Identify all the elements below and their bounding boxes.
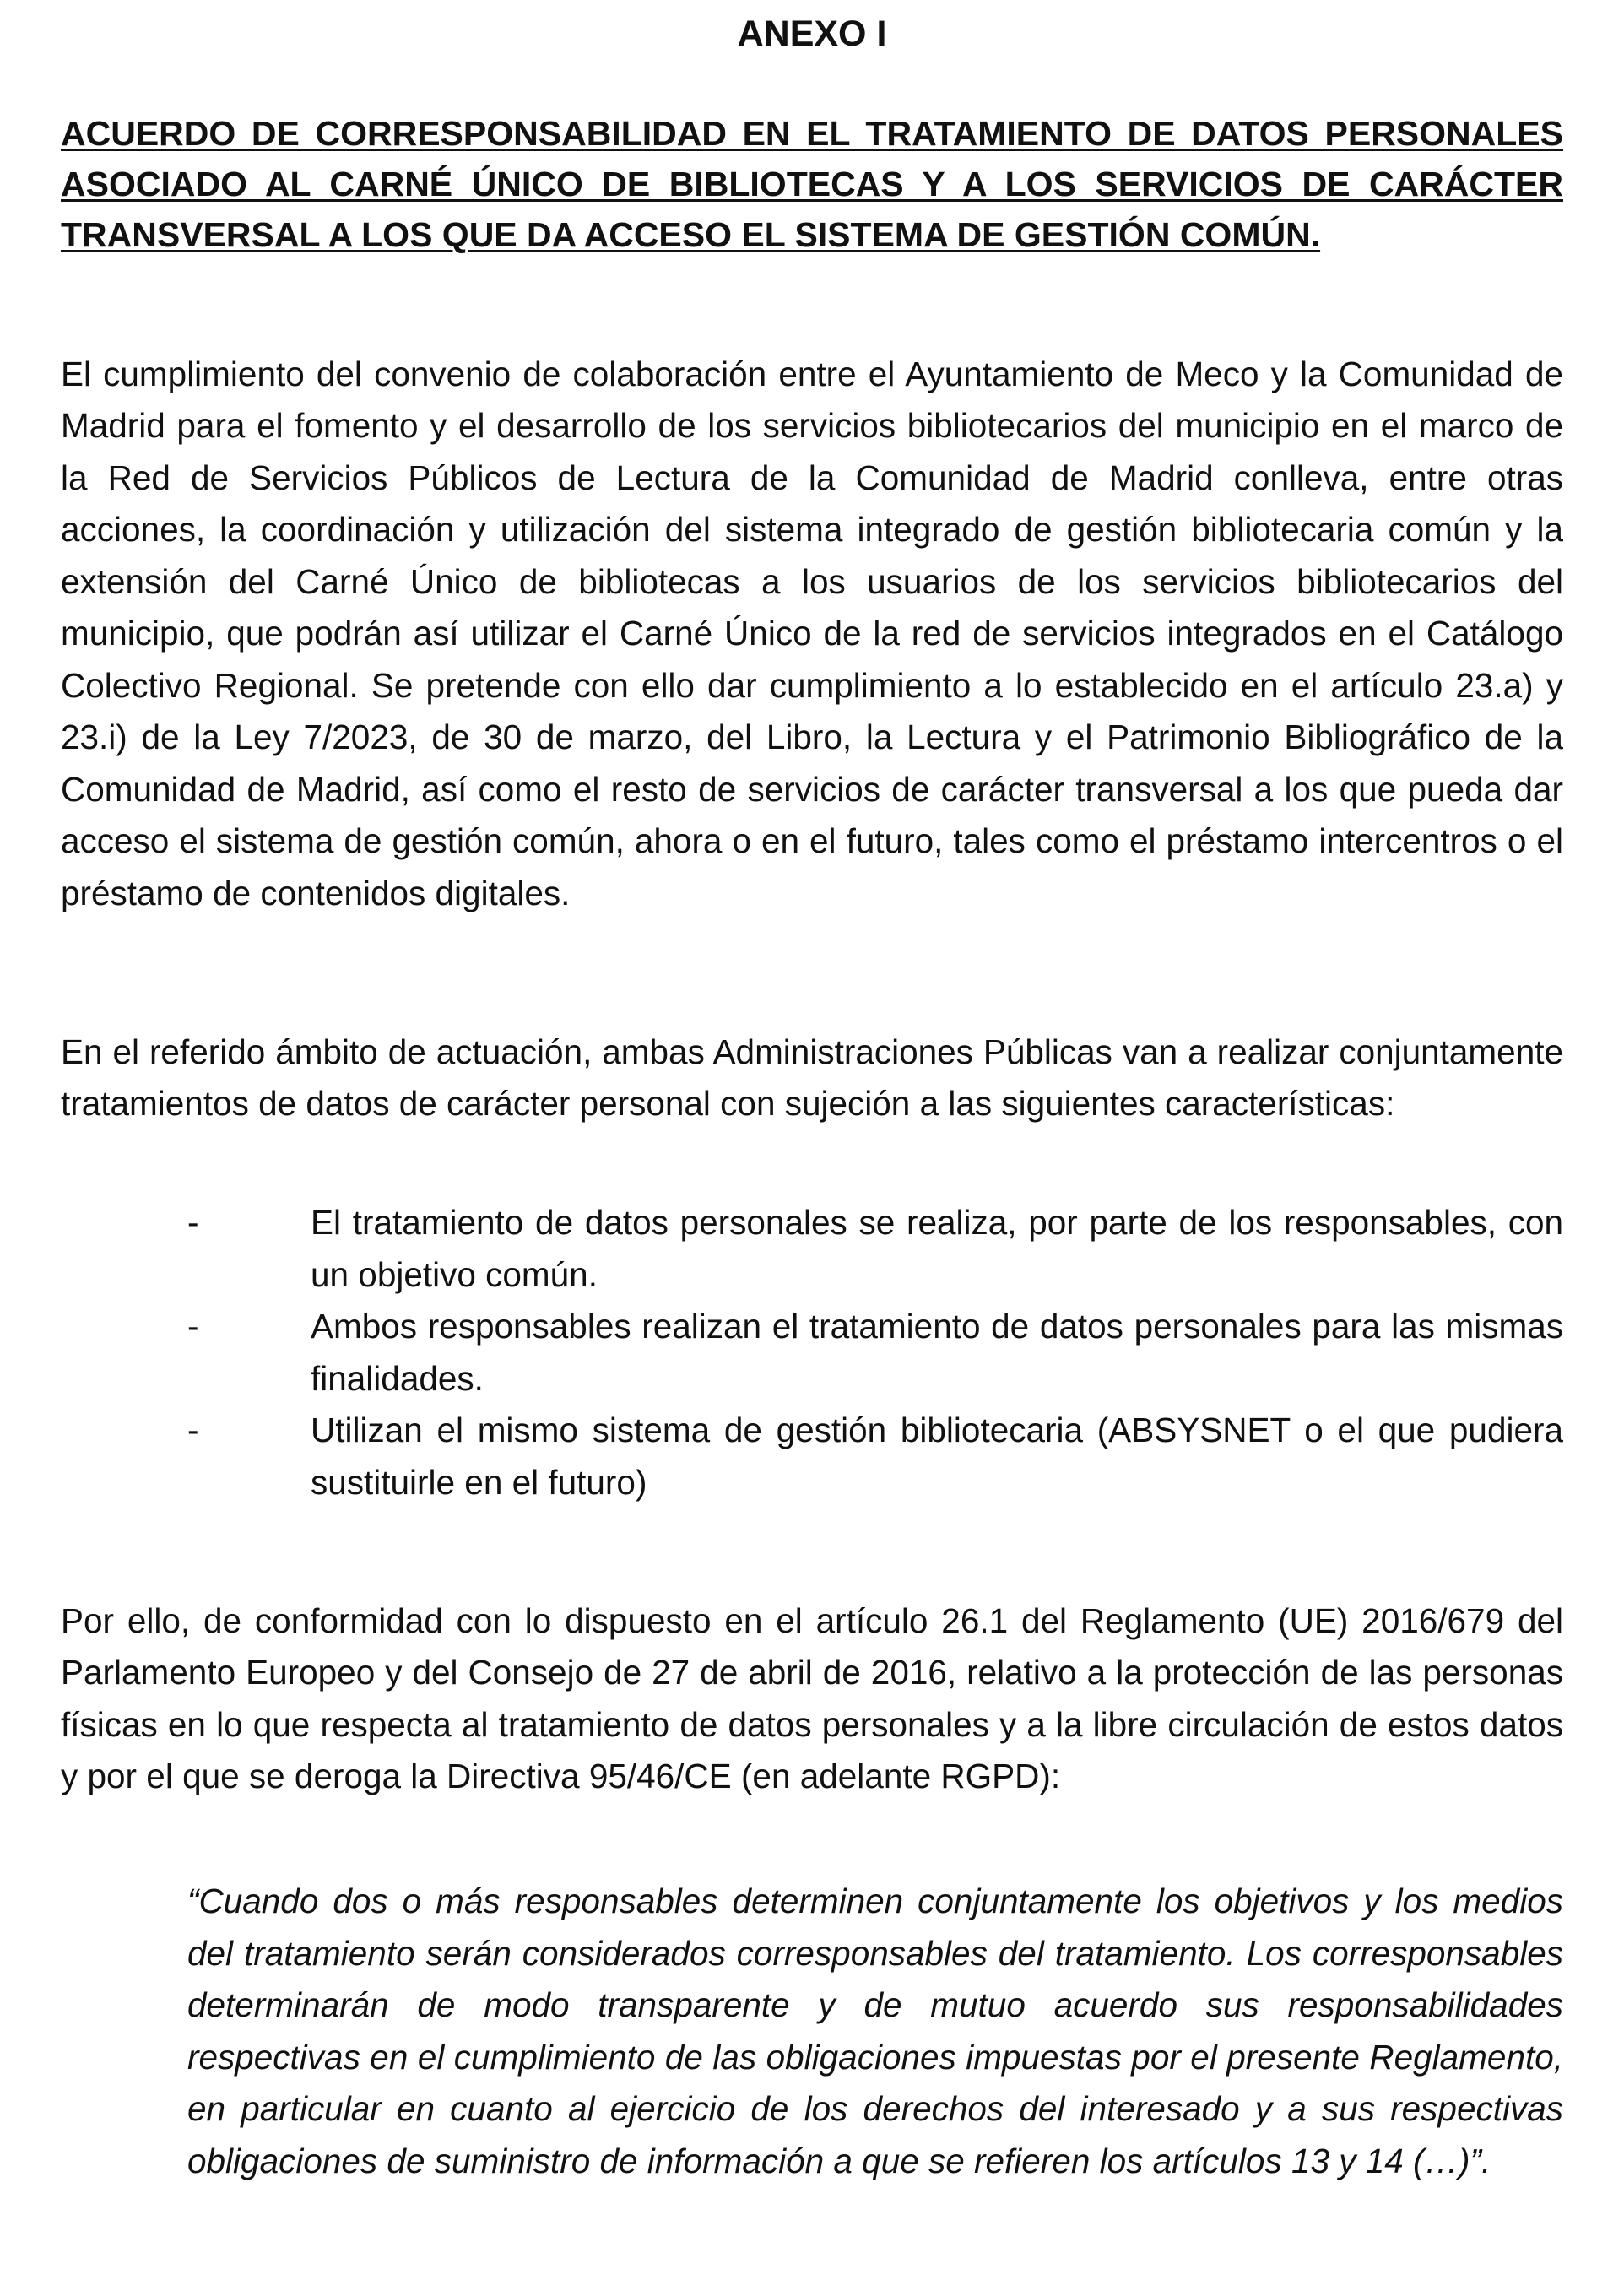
bullet-dash: - bbox=[187, 1307, 199, 1346]
list-item-text: El tratamiento de datos personales se realiza, por parte de los responsables, con un objetivo común. bbox=[311, 1203, 1563, 1294]
list-item bbox=[187, 1301, 1563, 1405]
list-item bbox=[187, 1197, 1563, 1301]
agreement-title: ACUERDO DE CORRESPONSABILIDAD EN EL TRATAMIENTO DE DATOS PERSONALES ASOCIADO AL CARNÉ ÚNICO DE BIBLIOTECAS Y A LOS SERVICIOS DE CARÁCTER TRANSVERSAL A LOS QUE DA ACCESO EL SISTEMA DE GESTIÓN COMÚN. bbox=[61, 114, 1563, 254]
bullet-dash: - bbox=[187, 1411, 199, 1449]
list-item-text: Utilizan el mismo sistema de gestión bibliotecaria (ABSYSNET o el que pudiera sustituirle en el futuro) bbox=[311, 1411, 1563, 1502]
paragraph-rgpd-reference: Por ello, de conformidad con lo dispuesto en el artículo 26.1 del Reglamento (UE) 2016/679 del Parlamento Europeo y del Consejo de 27 de abril de 2016, relativo a la protección de las personas físicas en lo que respecta al tratamiento de datos personales y a la libre circulación de estos datos y por el que se deroga la Directiva 95/46/CE (en adelante RGPD): bbox=[61, 1600, 1563, 1795]
rgpd-quote: “Cuando dos o más responsables determinen conjuntamente los objetivos y los medios del tratamiento serán considerados corresponsables del tratamiento. Los corresponsables determinarán de modo transparente y de mutuo acuerdo sus responsabilidades respectivas en el cumplimiento de las obligaciones impuestas por el presente Reglamento, en particular en cuanto al ejercicio de los derechos del interesado y a sus respectivas obligaciones de suministro de información a que se refieren los artículos 13 y 14 (…)”. bbox=[187, 1882, 1563, 2180]
paragraph-agreement-context: El cumplimiento del convenio de colaboración entre el Ayuntamiento de Meco y la Comunidad de Madrid para el fomento y el desarrollo de los servicios bibliotecarios del municipio en el marco de la Red de Servicios Públicos de Lectura de la Comunidad de Madrid conlleva, entre otras acciones, la coordinación y utilización del sistema integrado de gestión bibliotecaria común y la extensión del Carné Único de bibliotecas a los usuarios de los servicios bibliotecarios del municipio, que podrán así utilizar el Carné Único de la red de servicios integrados en el Catálogo Colectivo Regional. Se pretende con ello dar cumplimiento a lo establecido en el artículo 23.a) y 23.i) de la Ley 7/2023, de 30 de marzo, del Libro, la Lectura y el Patrimonio Bibliográfico de la Comunidad de Madrid, así como el resto de servicios de carácter transversal a los que pueda dar acceso el sistema de gestión común, ahora o en el futuro, tales como el préstamo intercentros o el préstamo de contenidos digitales. bbox=[61, 354, 1563, 912]
paragraph-joint-processing: En el referido ámbito de actuación, ambas Administraciones Públicas van a realizar conjuntamente tratamientos de datos de carácter personal con sujeción a las siguientes características: bbox=[61, 1032, 1563, 1123]
characteristics-list bbox=[187, 1197, 1563, 1508]
list-item-text: Ambos responsables realizan el tratamiento de datos personales para las mismas finalidades. bbox=[311, 1307, 1563, 1398]
annex-title: ANEXO I bbox=[737, 14, 887, 54]
bullet-dash: - bbox=[187, 1203, 199, 1242]
list-item bbox=[187, 1405, 1563, 1508]
